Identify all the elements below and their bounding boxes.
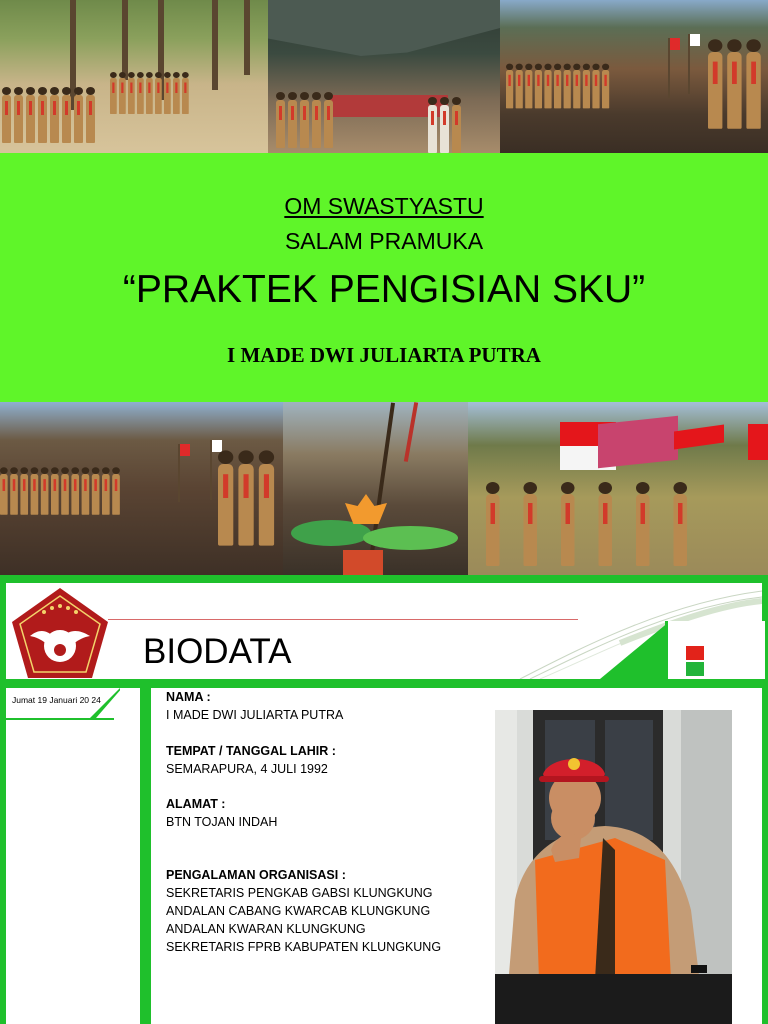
name-label: NAMA :	[166, 690, 211, 704]
greeting-text: OM SWASTYASTU	[284, 193, 484, 219]
birth-value: SEMARAPURA, 4 JULI 1992	[166, 762, 328, 776]
address-label: ALAMAT :	[166, 797, 226, 811]
address-value: BTN TOJAN INDAH	[166, 815, 278, 829]
scout-emblem-logo	[8, 586, 112, 682]
red-square-marker	[686, 646, 704, 660]
green-square-marker	[686, 662, 704, 676]
profile-portrait-photo	[495, 710, 732, 1024]
scout-lineup-photo	[500, 0, 768, 153]
birth-label: TEMPAT / TANGGAL LAHIR :	[166, 744, 336, 758]
flag-bearers-photo	[468, 402, 768, 575]
experience-item: SEKRETARIS PENGKAB GABSI KLUNGKUNG	[166, 886, 433, 900]
lotus-offering-photo	[283, 402, 468, 575]
experience-item: ANDALAN CABANG KWARCAB KLUNGKUNG	[166, 904, 431, 918]
scouts-saluting-photo	[0, 0, 268, 153]
header-side-box	[665, 621, 765, 679]
experience-item: ANDALAN KWARAN KLUNGKUNG	[166, 922, 366, 936]
presenter-name: I MADE DWI JULIARTA PUTRA	[227, 343, 541, 367]
date-text: Jumat 19 Januari 20 24	[12, 695, 101, 705]
top-photo-strip	[0, 0, 768, 153]
left-sidebar-panel	[6, 688, 140, 1024]
experience-item: SEKRETARIS FPRB KABUPATEN KLUNGKUNG	[166, 940, 442, 954]
name-value: I MADE DWI JULIARTA PUTRA	[166, 708, 344, 722]
salute-text: SALAM PRAMUKA	[284, 228, 484, 254]
tent-ceremony-photo	[268, 0, 500, 153]
middle-photo-strip	[0, 402, 768, 575]
biodata-heading: BIODATA	[143, 632, 292, 671]
experience-label: PENGALAMAN ORGANISASI :	[166, 868, 346, 882]
header-divider	[108, 619, 578, 620]
scout-formation-photo	[0, 402, 283, 575]
main-title: “PRAKTEK PENGISIAN SKU”	[122, 268, 646, 311]
